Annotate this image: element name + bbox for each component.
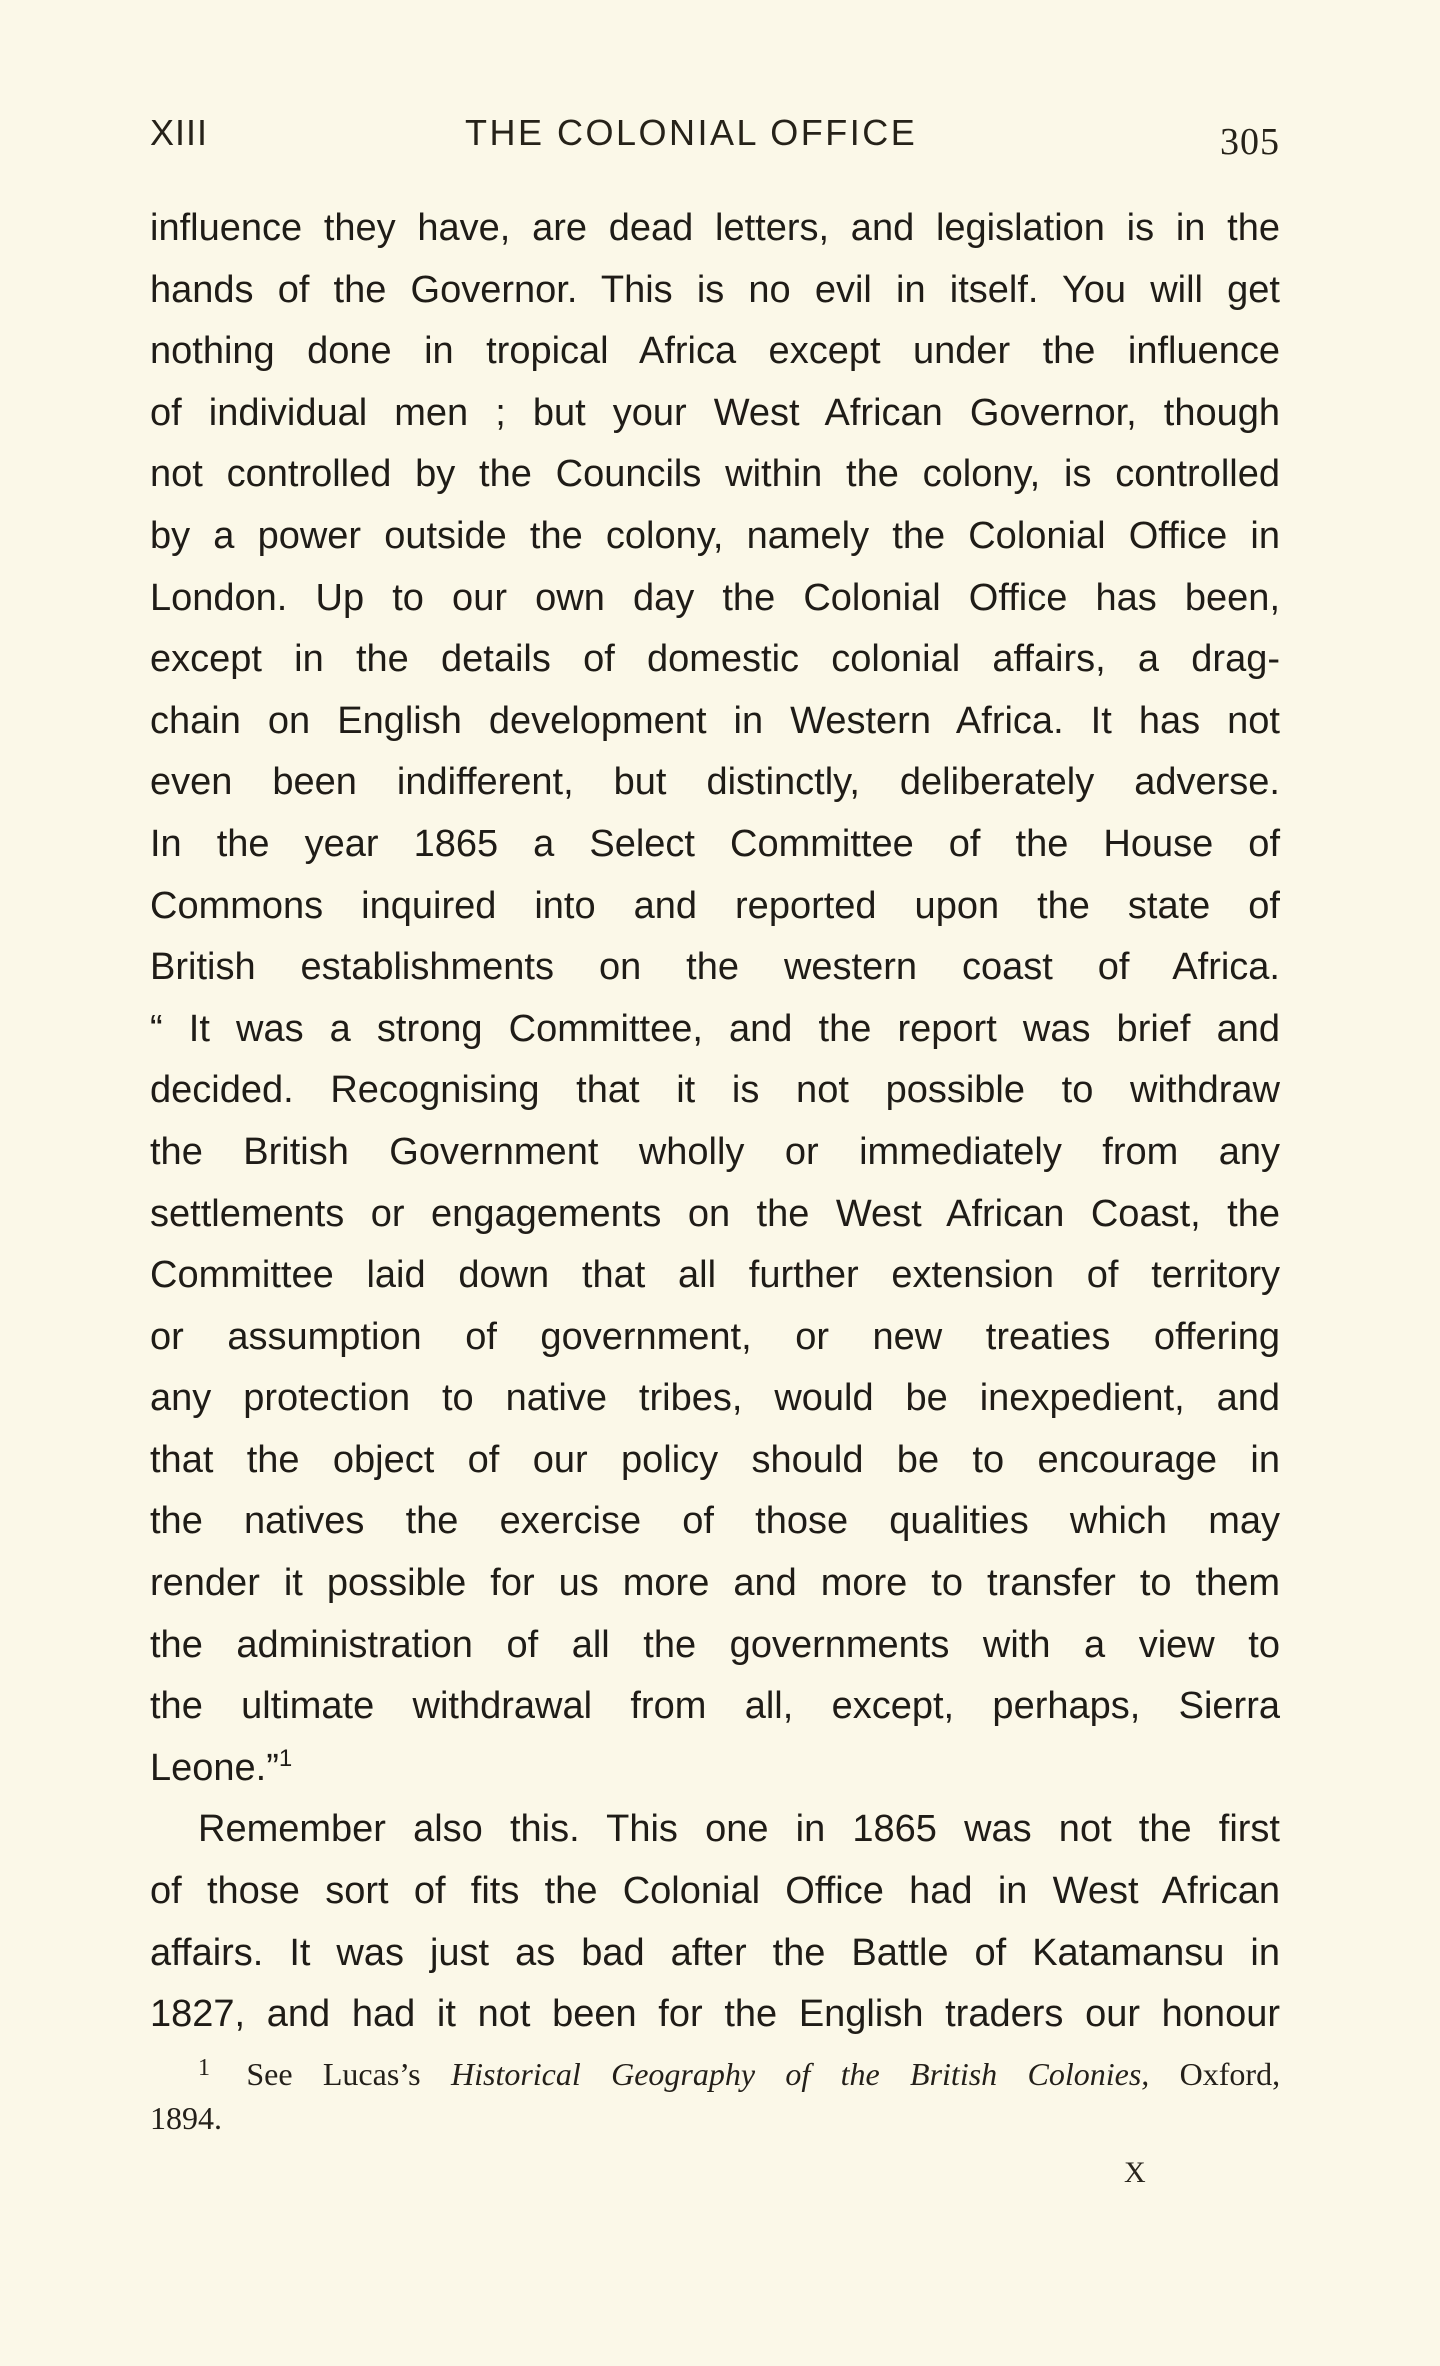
running-title: THE COLONIAL OFFICE [465, 112, 918, 153]
text-line: “ It was a strong Committee, and the report was brief and [150, 1007, 1280, 1050]
footnote-book-title: Historical Geography of the British Colonies, [450, 2056, 1150, 2092]
text-line: by a power outside the colony, namely the Colonial Office in [150, 514, 1280, 557]
text-line-quote-end [150, 1738, 1280, 1800]
footnote [150, 2052, 1280, 2140]
text-line: London. Up to our own day the Colonial Office has been, [150, 576, 1280, 619]
running-header [150, 112, 1280, 172]
footnote-suffix: Oxford, [1179, 2056, 1281, 2092]
paragraph-start-line: Remember also this. This one in 1865 was not the first [198, 1808, 1280, 1851]
text-line: even been indifferent, but distinctly, deliberately adverse. [150, 761, 1280, 804]
footnote-reference: 1 [278, 1744, 293, 1772]
text-line: affairs. It was just as bad after the Battle of Katamansu in [150, 1931, 1280, 1974]
body-text [150, 198, 1280, 2046]
text-line: nothing done in tropical Africa except under the influence [150, 330, 1280, 373]
text-line: except in the details of domestic colonial affairs, a drag- [150, 638, 1280, 681]
text-line: render it possible for us more and more to transfer to them [150, 1562, 1280, 1605]
text-line: the natives the exercise of those qualities which may [150, 1500, 1280, 1543]
text-line: In the year 1865 a Select Committee of the House of [150, 822, 1280, 865]
text-line: chain on English development in Western Africa. It has not [150, 699, 1280, 742]
text-line: any protection to native tribes, would be inexpedient, and [150, 1377, 1280, 1420]
text-line: hands of the Governor. This is no evil in itself. You will get [150, 268, 1280, 311]
footnote-line [150, 2052, 1280, 2096]
text-line: the British Government wholly or immediately from any [150, 1130, 1280, 1173]
text-line: influence they have, are dead letters, and legislation is in the [150, 207, 1280, 249]
footnote-marker: 1 [198, 2055, 210, 2081]
text-line: British establishments on the western coast of Africa. [150, 946, 1280, 989]
text-line: of individual men ; but your West African Governor, though [150, 391, 1280, 434]
text-line: of those sort of fits the Colonial Office had in West African [150, 1870, 1280, 1913]
text-line: Commons inquired into and reported upon the state of [150, 884, 1280, 927]
text-line: Committee laid down that all further extension of territory [150, 1254, 1280, 1297]
text-line: not controlled by the Councils within the colony, is controlled [150, 453, 1280, 496]
chapter-number: XIII [150, 112, 209, 153]
text-line: decided. Recognising that it is not possible to withdraw [150, 1069, 1280, 1112]
text-line: 1827, and had it not been for the English traders our honour [150, 1993, 1280, 2036]
footnote-prefix: See Lucas’s [246, 2056, 421, 2092]
text-line: or assumption of government, or new treaties offering [150, 1315, 1280, 1358]
signature-mark: X [1124, 2156, 1146, 2189]
text-line: the ultimate withdrawal from all, except, perhaps, Sierra [150, 1685, 1280, 1728]
text-line: settlements or engagements on the West African Coast, the [150, 1192, 1280, 1235]
page-number: 305 [1220, 121, 1280, 163]
quote-end-text: Leone.” [150, 1746, 279, 1789]
text-line: the administration of all the governments with a view to [150, 1623, 1280, 1666]
text-line: that the object of our policy should be to encourage in [150, 1438, 1280, 1481]
footnote-continuation: 1894. [150, 2100, 222, 2136]
